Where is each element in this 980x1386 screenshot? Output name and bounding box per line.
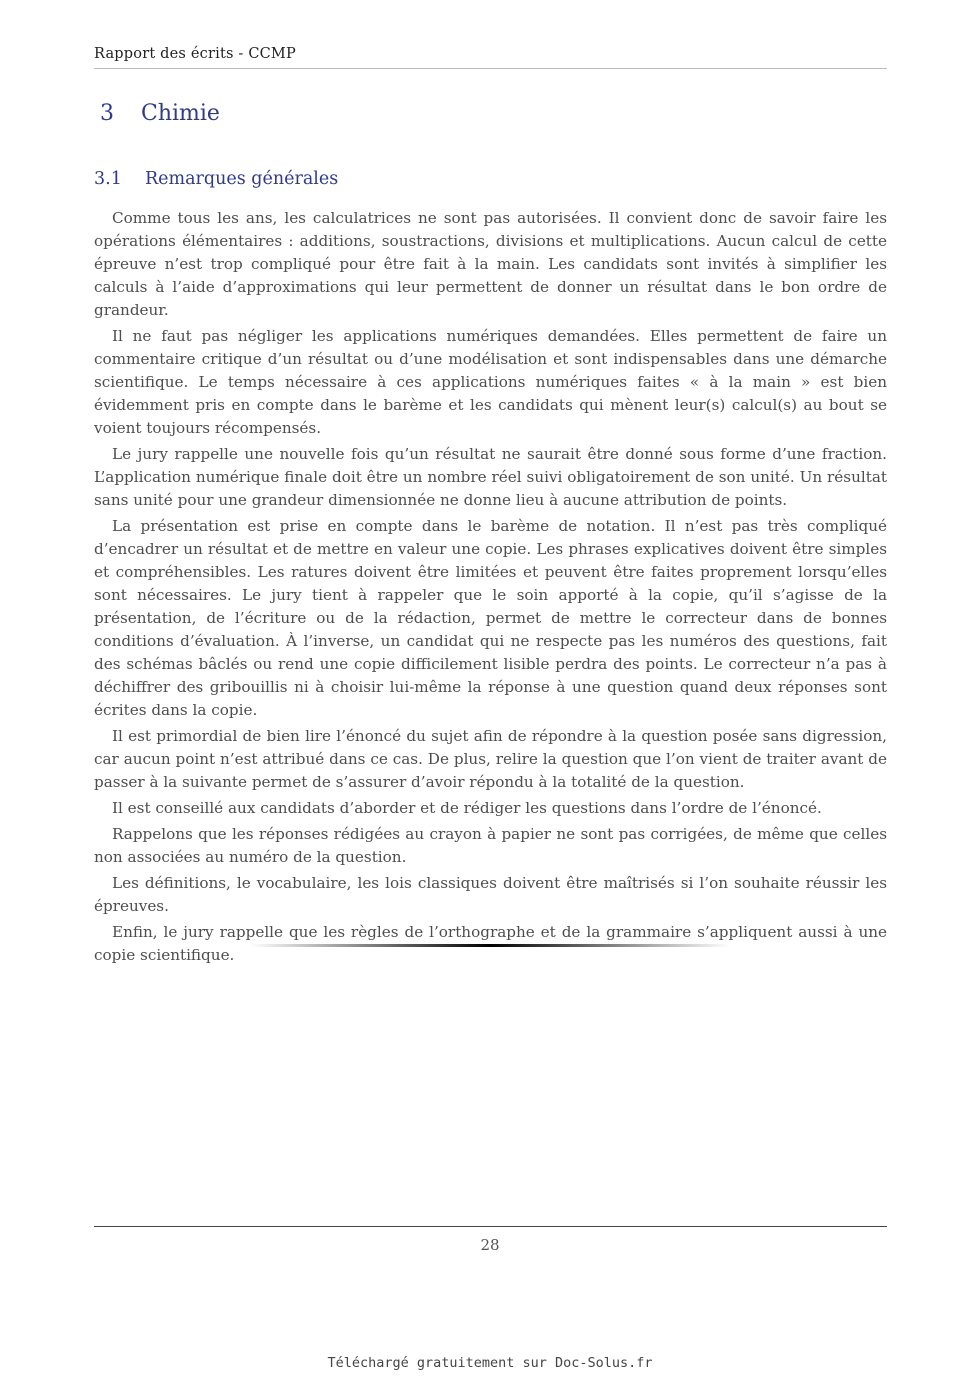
section-title-text: Chimie — [141, 101, 220, 126]
section-number: 3 — [100, 101, 114, 126]
paragraph-definitions: Les définitions, le vocabulaire, les lois classiques doivent être maîtrisés si l’on souhaite réussir les épreuves. — [94, 874, 887, 915]
paragraph-pencil-answers: Rappelons que les réponses rédigées au crayon à papier ne sont pas corrigées, de même que celles non associées au numéro de la question. — [94, 825, 887, 866]
paragraph-calculators: Comme tous les ans, les calculatrices ne sont pas autorisées. Il convient donc de savoir faire les opérations élémentaires : additions, soustractions, divisions et multiplications. Aucun calcul de cette épreuve n’est trop compliqué pour être fait à la main. Les candidats sont invités à simplifier les calculs à l’aide d’approximations qui leur permettent de donner un résultat dans le bon ordre de grandeur. — [94, 209, 887, 319]
paragraph-question-order: Il est conseillé aux candidats d’aborder et de rédiger les questions dans l’ordre de l’énoncé. — [112, 799, 822, 817]
subsection-title-text: Remarques générales — [145, 169, 339, 189]
body-text — [94, 207, 887, 970]
header-rule — [94, 68, 887, 69]
decorative-rule — [250, 944, 730, 947]
paragraph-read-statement: Il est primordial de bien lire l’énoncé du sujet afin de répondre à la question posée sans digression, car aucun point n’est attribué dans ce cas. De plus, relire la question que l’on vient de traiter avant de passer à la suivante permet de s’assurer d’avoir répondu à la totalité de la question. — [94, 727, 887, 791]
paragraph-spelling-grammar: Enfin, le jury rappelle que les règles de l’orthographe et de la grammaire s’appliquent aussi à une copie scientifique. — [94, 923, 887, 964]
subsection-title — [94, 169, 338, 189]
subsection-number: 3.1 — [94, 169, 122, 189]
section-title — [100, 101, 220, 126]
running-header: Rapport des écrits - CCMP — [94, 46, 296, 62]
footer-rule — [94, 1226, 887, 1227]
paragraph-fractions-units: Le jury rappelle une nouvelle fois qu’un résultat ne saurait être donné sous forme d’une fraction. L’application numérique finale doit être un nombre réel suivi obligatoirement de son unité. Un résultat sans unité pour une grandeur dimensionnée ne donne lieu à aucune attribution de points. — [94, 445, 887, 509]
paragraph-presentation: La présentation est prise en compte dans le barème de notation. Il n’est pas très compliqué d’encadrer un résultat et de mettre en valeur une copie. Les phrases explicatives doivent être simples et compréhensibles. Les ratures doivent être limitées et peuvent être faites proprement lorsqu’elles sont nécessaires. Le jury tient à rappeler que le soin apporté à la copie, qu’il s’agisse de la présentation, de l’écriture ou de la rédaction, permet de mettre le correcteur dans de bonnes conditions d’évaluation. À l’inverse, un candidat qui ne respecte pas les numéros des questions, fait des schémas bâclés ou rend une copie difficilement lisible perdra des points. Le correcteur n’a pas à déchiffrer des gribouillis ni à choisir lui-même la réponse à une question quand deux réponses sont écrites dans la copie. — [94, 517, 887, 719]
page-number: 28 — [480, 1236, 500, 1254]
paragraph-numerical-applications: Il ne faut pas négliger les applications numériques demandées. Elles permettent de faire un commentaire critique d’un résultat ou d’une modélisation et sont indispensables dans une démarche scientifique. Le temps nécessaire à ces applications numériques faites « à la main » est bien évidemment pris en compte dans le barème et les candidats qui mènent leur(s) calcul(s) au bout se voient toujours récompensés. — [94, 327, 887, 437]
download-note: Téléchargé gratuitement sur Doc-Solus.fr — [327, 1355, 653, 1371]
